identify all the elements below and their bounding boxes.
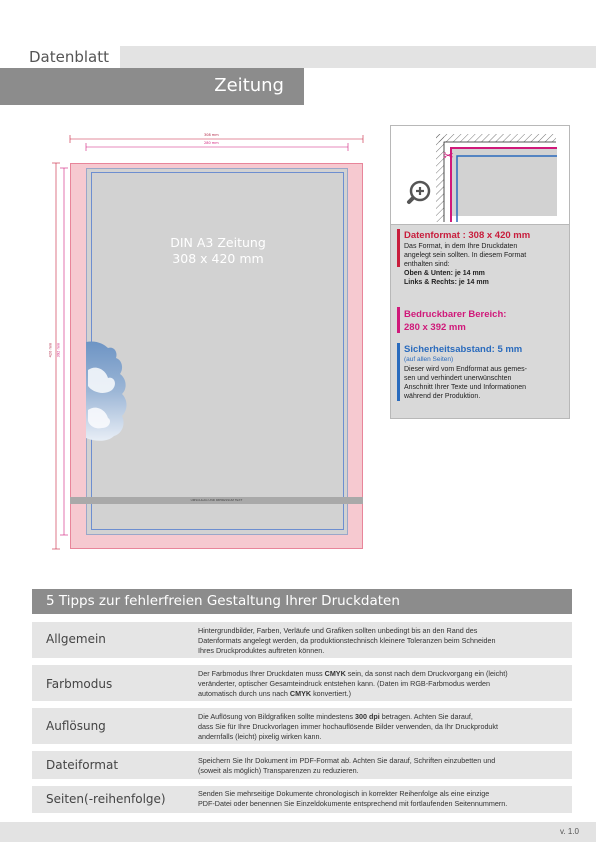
dim-width-inner: 280 mm xyxy=(204,141,219,145)
scissors-icon: ✂ xyxy=(443,148,454,163)
dim-height-inner: 392 mm xyxy=(56,342,61,358)
tip-text: Speichern Sie Ihr Dokument im PDF-Format ab. Achten Sie darauf, Schriften einzubetten und (soweit als möglich) Transparenzen zu reduzieren. xyxy=(198,756,496,775)
sample-format-size: 308 x 420 mm xyxy=(172,251,264,266)
tip-label: Farbmodus xyxy=(46,677,113,691)
footer-strip-text: UMSCHLAG UND IMPRESSUM TEXT xyxy=(190,498,243,502)
tip-label: Allgemein xyxy=(46,632,106,646)
doc-type-label: Datenblatt xyxy=(29,48,110,66)
tip-label: Seiten(-reihenfolge) xyxy=(46,792,166,806)
magnifier-plus-icon xyxy=(403,178,433,208)
tip-label: Auflösung xyxy=(46,719,106,733)
format-description: Das Format, in dem Ihre Druckdaten angelegt sein sollten. In diesem Format enthalten sind: Oben & Unten: je 14 mm Links & Rechts: je 14 mm xyxy=(404,243,527,286)
safety-description: Dieser wird vom Endformat aus gemes- sen und verhindert unerwünschten Anschnitt Ihrer Texte und Informationen während der Produktion. xyxy=(404,366,527,400)
tip-text: Die Auflösung von Bildgrafiken sollte mindestens 300 dpi betragen. Achten Sie darauf, dass Sie für Ihre Druckvorlagen immer hochauflösende Bilder verwenden, da Ihr Druckprodukt andernfalls (leicht) pixelig wirken kann. xyxy=(198,712,499,741)
safety-marker xyxy=(397,343,400,401)
product-title: Zeitung xyxy=(214,75,284,96)
footer-bar xyxy=(0,822,596,842)
dim-width-outer: 308 mm xyxy=(204,133,219,137)
tips-title: 5 Tipps zur fehlerfreien Gestaltung Ihrer Druckdaten xyxy=(46,593,400,609)
tip-label: Dateiformat xyxy=(46,758,119,772)
printable-marker xyxy=(397,307,400,333)
safety-heading: Sicherheitsabstand: 5 mm xyxy=(404,344,523,355)
tip-text: Der Farbmodus Ihrer Druckdaten muss CMYK sein, da sonst nach dem Druckvorgang ein (leicht) veränderter, optischer Gesamteindruck entstehen kann. (Daten im RGB-Farbmodus werden automatisch durch uns nach CMYK konvertiert.) xyxy=(198,669,508,698)
sample-format-label xyxy=(88,235,348,267)
tip-text: Hintergrundbilder, Farben, Verläufe und Grafiken sollten unbedingt bis an den Rand des Datenformats angelegt werden, da produktionstechnisch kleinere Toleranzen beim Schneiden Ihres Druckproduktes auftreten können. xyxy=(198,626,496,655)
sample-format-name: DIN A3 Zeitung xyxy=(170,235,266,250)
format-heading: Datenformat : 308 x 420 mm xyxy=(404,230,531,241)
safety-subheading: (auf allen Seiten) xyxy=(404,356,454,363)
sky-image-fragment xyxy=(86,340,130,442)
format-marker xyxy=(397,229,400,267)
dim-height-outer: 420 mm xyxy=(48,342,53,358)
legend-illustration xyxy=(390,125,570,225)
tip-text: Senden Sie mehrseitige Dokumente chronologisch in korrekter Reihenfolge als eine einzige PDF-Datei oder benennen Sie Einzeldokumente entsprechend mit fortlaufenden Seitennummern. xyxy=(198,789,508,808)
version-label: v. 1.0 xyxy=(560,827,579,836)
printable-heading: Bedruckbarer Bereich: 280 x 392 mm xyxy=(404,309,507,333)
